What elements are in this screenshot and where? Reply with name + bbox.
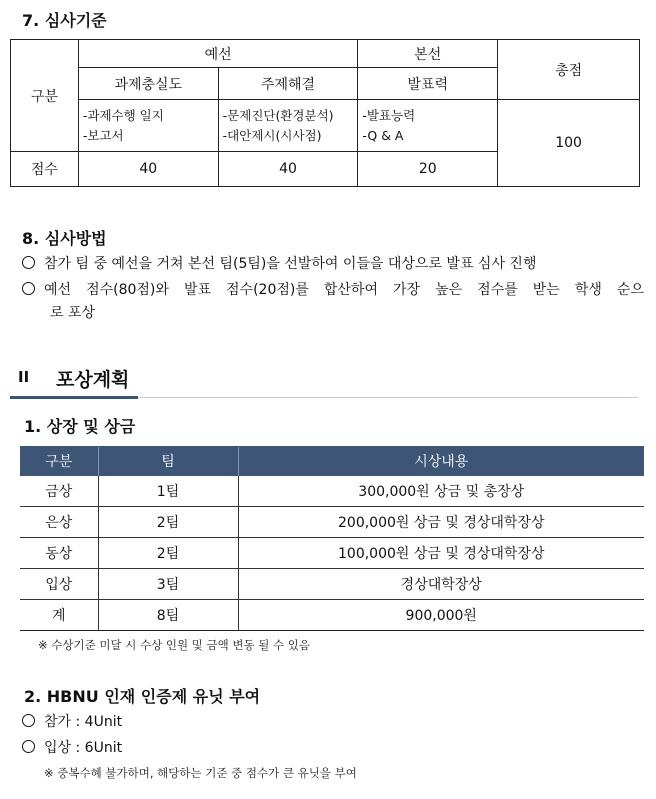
award-teams: 3팀	[98, 569, 238, 600]
award-grade: 은상	[20, 507, 98, 538]
circle-bullet-icon	[22, 740, 35, 753]
award-content: 300,000원 상금 및 총장상	[238, 476, 644, 507]
awards-title: 1. 상장 및 상금	[24, 417, 136, 436]
awards-note: ※ 수상기준 미달 시 수상 인원 및 금액 변동 될 수 있음	[38, 638, 311, 652]
criteria-final-header: 본선	[358, 40, 498, 68]
criteria-score: 40	[78, 152, 218, 187]
award-grade: 계	[20, 600, 98, 631]
award-content: 900,000원	[238, 600, 644, 631]
criteria-item: -발표능력	[362, 107, 416, 123]
criteria-preliminary-header: 예선	[78, 40, 358, 68]
section2-divider	[138, 397, 638, 398]
award-teams: 1팀	[98, 476, 238, 507]
criteria-score: 40	[218, 152, 358, 187]
unit-item	[22, 738, 122, 759]
circle-bullet-icon	[22, 256, 35, 269]
criteria-table	[10, 39, 640, 187]
criteria-item: -대안제시(시사점)	[222, 127, 322, 143]
award-teams: 2팀	[98, 507, 238, 538]
award-content: 경상대학장상	[238, 569, 644, 600]
method-text: 참가 팀 중 예선을 거쳐 본선 팀(5팀)을 선발하여 이들을 대상으로 발표 심사 진행	[44, 256, 537, 272]
awards-header: 팀	[98, 447, 238, 476]
criteria-items-cell	[218, 100, 358, 152]
section2-title: 포상계획	[56, 369, 130, 391]
method-text: 예선 점수(80점)와 발표 점수(20점)를 합산하여 가장 높은 점수를 받는 학생 순으	[44, 282, 644, 298]
table-row	[20, 507, 644, 538]
criteria-score: 20	[358, 152, 498, 187]
method-text-continued: 로 포상	[50, 305, 96, 321]
criteria-subheader: 과제충실도	[78, 68, 218, 100]
section2-number: II	[18, 368, 30, 386]
table-row	[20, 538, 644, 569]
criteria-item: -문제진단(환경분석)	[222, 107, 334, 123]
criteria-item: -과제수행 일지	[82, 107, 164, 123]
award-content: 200,000원 상금 및 경상대학장상	[238, 507, 644, 538]
awards-header: 구분	[20, 447, 98, 476]
section8-title: 8. 심사방법	[22, 229, 107, 248]
awards-header: 시상내용	[238, 447, 644, 476]
circle-bullet-icon	[22, 714, 35, 727]
award-grade: 동상	[20, 538, 98, 569]
method-bullet	[22, 280, 644, 301]
criteria-subheader: 주제해결	[218, 68, 358, 100]
table-row	[20, 569, 644, 600]
table-row	[20, 600, 644, 631]
criteria-items-cell	[78, 100, 218, 152]
section7-title: 7. 심사기준	[22, 11, 107, 30]
method-bullet	[22, 254, 644, 275]
criteria-gubun-header: 구분	[11, 40, 79, 152]
award-grade: 금상	[20, 476, 98, 507]
section2-underline	[10, 396, 138, 399]
criteria-item: -보고서	[82, 127, 124, 143]
unit-text: 입상 : 6Unit	[44, 740, 123, 756]
criteria-score-label: 점수	[11, 152, 79, 187]
unit-item	[22, 712, 122, 733]
award-teams: 2팀	[98, 538, 238, 569]
criteria-total-header: 총점	[498, 40, 640, 100]
unit-text: 참가 : 4Unit	[44, 714, 123, 730]
award-teams: 8팀	[98, 600, 238, 631]
award-grade: 입상	[20, 569, 98, 600]
criteria-items-cell	[358, 100, 498, 152]
criteria-item: -Q & A	[362, 127, 404, 143]
circle-bullet-icon	[22, 282, 35, 295]
criteria-subheader: 발표력	[358, 68, 498, 100]
units-note: ※ 중복수혜 불가하며, 해당하는 기준 중 점수가 큰 유닛을 부여	[44, 766, 357, 780]
award-content: 100,000원 상금 및 경상대학장상	[238, 538, 644, 569]
table-row	[20, 476, 644, 507]
criteria-total-value: 100	[498, 100, 640, 187]
awards-table	[20, 446, 644, 631]
units-title: 2. HBNU 인재 인증제 유닛 부여	[24, 687, 261, 706]
